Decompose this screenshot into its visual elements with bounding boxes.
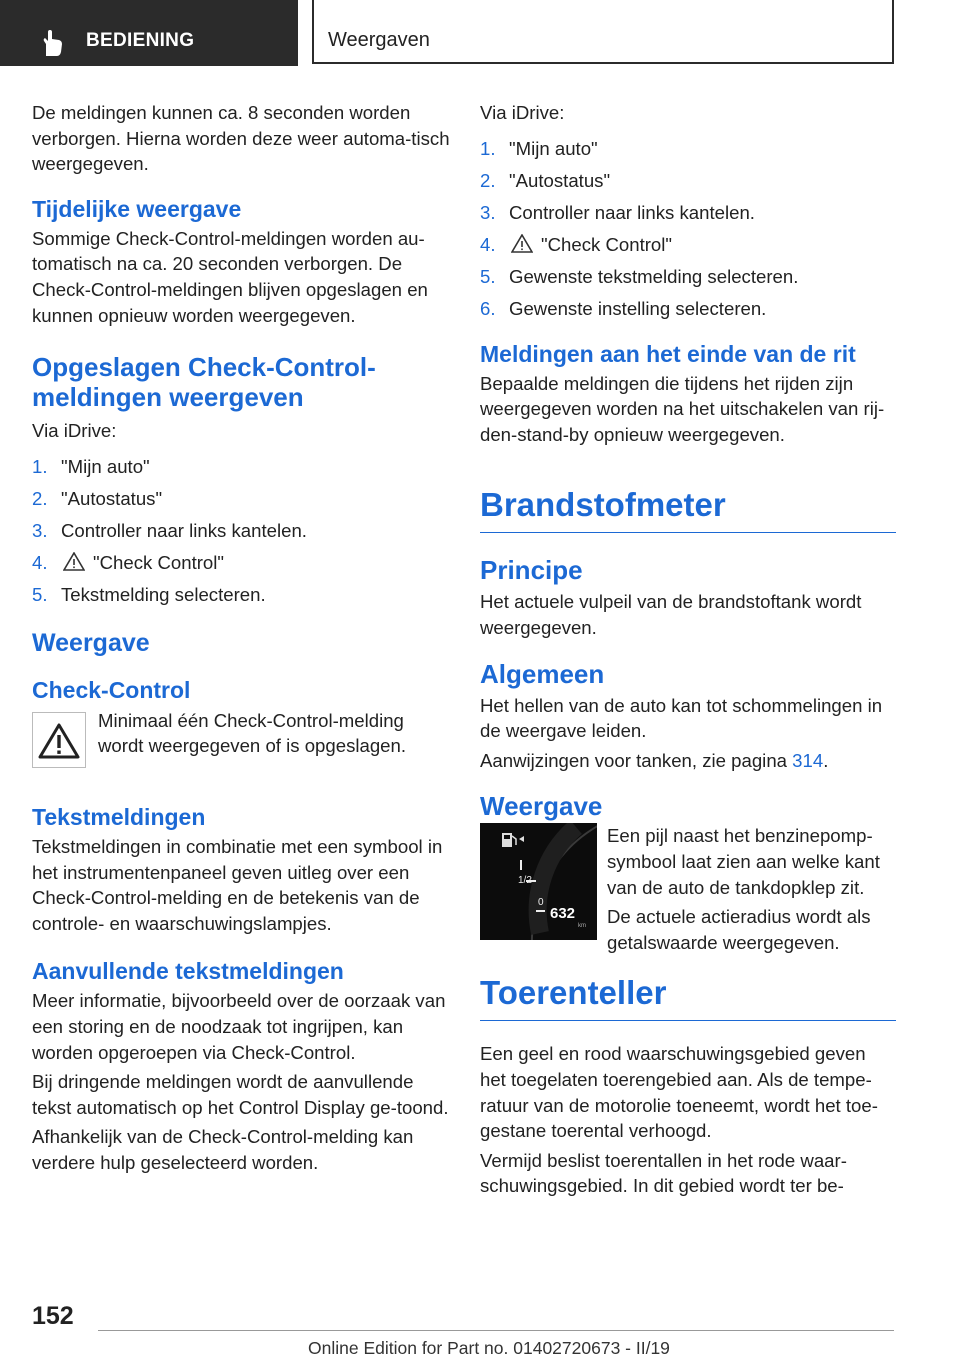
check-control-note-text: Minimaal één Check-Control-melding wordt weergegeven of is opgeslagen. [98,709,407,757]
heading-principe: Principe [480,555,583,586]
heading-weergave-left: Weergave [32,628,150,657]
intro-text: De meldingen kunnen ca. 8 seconden worden verborgen. Hierna worden deze weer automa-tisch weergegeven. [32,102,450,175]
steps-left [32,454,450,614]
edition-text: Online Edition for Part no. 01402720673 - II/19 [308,1338,670,1358]
svg-text:1/2: 1/2 [518,875,532,887]
tijdelijke-text: Sommige Check-Control-meldingen worden au-tomatisch na ca. 20 seconden verborgen. De Check-Control-meldingen blijven opgeslagen en kunnen opnieuw worden weergegeven. [32,227,428,326]
footer-divider [98,1330,894,1331]
weergave-text-2: De actuele actieradius wordt als getalswaarde weergegeven. [607,906,871,953]
heading-tijdelijke-weergave: Tijdelijke weergave [32,195,242,222]
chapter-box [312,0,894,64]
toerenteller-p1: Een geel en rood waarschuwingsgebied geven het toegelaten toerengebied aan. Als de tempe-ratuur van de motorolie toeneemt, wordt het toe-gestane toerental verhoogd. [480,1043,878,1142]
via-idrive-left: Via iDrive: [32,420,117,442]
list-item: 1. "Mijn auto" [480,137,598,159]
list-item: 4. "Check Control" [32,551,225,573]
section-label: BEDIENING [86,30,195,51]
fuel-gauge-block [480,823,896,951]
heading-toerenteller: Toerenteller [480,974,667,1012]
list-item: 2. "Autostatus" [480,169,611,191]
via-idrive-right: Via iDrive: [480,102,565,123]
heading-aanvullende: Aanvullende tekstmeldingen [32,958,344,985]
heading-tekstmeldingen: Tekstmeldingen [32,803,206,830]
heading-opgeslagen: Opgeslagen Check-Control-meldingen weergeven [32,352,376,413]
svg-text:km: km [578,923,586,930]
right-column [480,100,896,1203]
fuel-gauge-image [480,823,597,940]
list-item: 1. "Mijn auto" [32,455,150,477]
warning-symbol-box [32,712,86,768]
list-item: 5. Gewenste tekstmelding selecteren. [480,265,799,287]
left-column [32,100,450,1179]
list-item: 3. Controller naar links kantelen. [480,201,755,223]
heading-algemeen: Algemeen [480,658,605,689]
svg-text:0: 0 [538,897,544,909]
weergave-text-1: Een pijl naast het benzinepomp-symbool laat zien aan welke kant van de auto de tankdopklep zit. [607,825,880,898]
principe-text: Het actuele vulpeil van de brandstoftank wordt weergegeven. [480,591,862,638]
svg-text:632: 632 [550,905,576,923]
list-item: 3. Controller naar links kantelen. [32,519,307,541]
steps-right [480,136,896,328]
page-number: 152 [32,1302,74,1330]
aanvullende-p3: Afhankelijk van de Check-Control-melding kan verdere hulp geselecteerd worden. [32,1126,414,1173]
heading-einde-rit: Meldingen aan het einde van de rit [480,340,856,367]
algemeen-text: Het hellen van de auto kan tot schommelingen in de weergave leiden. [480,694,883,742]
warning-triangle-large-icon [33,713,85,767]
chapter-label: Weergaven [328,29,430,51]
warning-triangle-icon [63,552,85,571]
page-link-314[interactable]: 314 [792,749,824,771]
tanken-text: Aanwijzingen voor tanken, zie pagina 314. [480,749,829,771]
list-item: 2. "Autostatus" [32,487,163,509]
warning-triangle-icon [511,234,533,253]
list-item: 6. Gewenste instelling selecteren. [480,297,767,319]
check-control-note [32,708,450,759]
heading-brandstofmeter: Brandstofmeter [480,486,726,524]
einde-rit-text: Bepaalde meldingen die tijdens het rijden zijn weergegeven worden na het uitschakelen van rij-den-stand-by opnieuw weergegeven. [480,372,885,445]
aanvullende-p1: Meer informatie, bijvoorbeeld over de oorzaak van een storing en de noodzaak tot ingrijpen, kan worden opgeroepen via Check-Control. [32,990,446,1063]
tekstmeldingen-text: Tekstmeldingen in combinatie met een symbool in het instrumentenpaneel geven uitleg over een Check-Control-melding en de betekenis van de controle- en waarschuwingslampjes. [32,835,443,934]
heading-weergave-right: Weergave [480,791,603,822]
list-item: 5. Tekstmelding selecteren. [32,583,266,605]
aanvullende-p2: Bij dringende meldingen wordt de aanvullende tekst automatisch op het Control Display ge-toond. [32,1071,449,1118]
list-item: 4. "Check Control" [480,233,673,255]
hand-icon [38,28,68,58]
section-tab [0,0,298,66]
heading-check-control: Check-Control [32,676,191,703]
toerenteller-p2: Vermijd beslist toerentallen in het rode waar-schuwingsgebied. In dit gebied wordt ter be- [480,1149,847,1197]
